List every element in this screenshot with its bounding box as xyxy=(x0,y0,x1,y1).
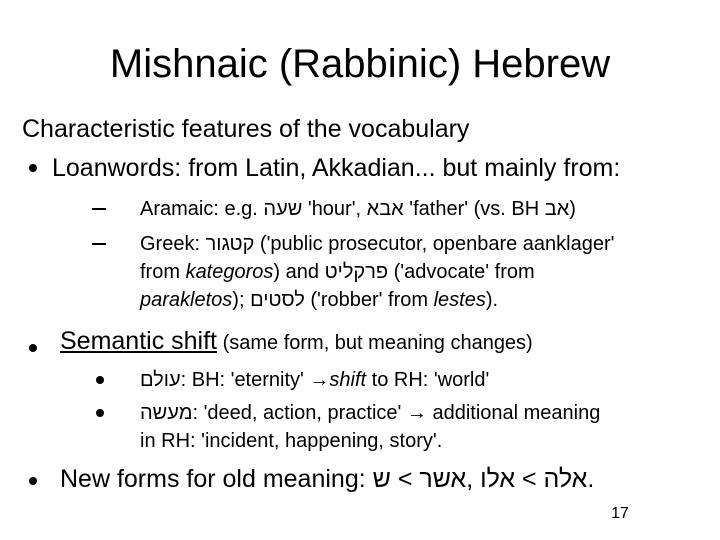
semantic-shift-label: Semantic shift xyxy=(60,327,218,355)
bullet-dot xyxy=(29,164,37,172)
greek-line-1 xyxy=(140,230,614,258)
aramaic-gloss-hour: 'hour', xyxy=(302,198,367,220)
hebrew-word-prosecutor: קטגור xyxy=(205,233,255,255)
hebrew-word-asher: אשר xyxy=(419,465,467,493)
hebrew-word-olam: עולם xyxy=(140,369,181,391)
greek-text: ). xyxy=(485,289,499,311)
separator: < xyxy=(390,465,420,493)
greek-gloss-prosecutor: ('public prosecutor, openbare aanklager' xyxy=(254,233,615,255)
loanwords-label: Loanwords: from Latin, Akkadian... but mainly from: xyxy=(52,154,621,182)
separator: . xyxy=(587,465,595,493)
aramaic-gloss-father: 'father' (vs. BH xyxy=(403,198,545,220)
greek-line-3 xyxy=(140,286,498,314)
semantic-item-olam xyxy=(140,366,489,394)
bullet-dot xyxy=(29,477,37,485)
semantic-shift-note: (same form, but meaning changes) xyxy=(217,332,533,354)
bullet-dot xyxy=(96,376,104,384)
semantic-text: : 'deed, action, practice' → additional meaning xyxy=(192,402,601,424)
hebrew-word-hour: שעה xyxy=(263,198,303,220)
greek-prefix: Greek: xyxy=(140,233,206,255)
hebrew-word-advocate: פרקליט xyxy=(324,261,389,283)
greek-text: ) and xyxy=(273,261,325,283)
hebrew-word-bh-father: אב xyxy=(544,198,570,220)
hebrew-word-father: אבא xyxy=(366,198,404,220)
greek-source-parakletos: parakletos xyxy=(140,289,233,311)
aramaic-suffix: ) xyxy=(569,198,576,220)
separator: , xyxy=(466,465,481,493)
greek-text: ); xyxy=(232,289,251,311)
semantic-text: : BH: 'eternity' xyxy=(180,369,310,391)
page-number: 17 xyxy=(611,505,629,522)
greek-text: from xyxy=(140,261,186,283)
bullet-dash xyxy=(92,243,106,245)
slide-title: Mishnaic (Rabbinic) Hebrew xyxy=(109,42,611,86)
semantic-text: to RH: 'world' xyxy=(366,369,490,391)
greek-source-lestes: lestes xyxy=(433,289,486,311)
greek-text: ('robber' from xyxy=(304,289,434,311)
greek-text: ('advocate' from xyxy=(388,261,535,283)
greek-source-kategoros: kategoros xyxy=(185,261,274,283)
semantic-shift-line xyxy=(60,326,533,360)
hebrew-word-robber: לסטים xyxy=(250,289,305,311)
shift-arrow-text: →shift xyxy=(309,369,367,391)
new-forms-line xyxy=(60,464,594,494)
new-forms-label: New forms for old meaning: xyxy=(60,465,373,493)
bullet-dot xyxy=(29,344,37,352)
hebrew-word-she: ש xyxy=(372,465,391,493)
hebrew-word-maase: מעשה xyxy=(140,402,193,424)
hebrew-word-elu: אלו xyxy=(480,465,516,493)
aramaic-prefix: Aramaic: e.g. xyxy=(140,198,264,220)
semantic-item-maase xyxy=(140,399,600,427)
hebrew-word-ele: אלה xyxy=(543,465,588,493)
section-heading: Characteristic features of the vocabulary xyxy=(22,115,470,143)
separator: < xyxy=(515,465,544,493)
aramaic-line xyxy=(140,195,576,223)
bullet-dash xyxy=(92,208,106,210)
bullet-dot xyxy=(96,409,104,417)
greek-line-2 xyxy=(140,258,535,286)
semantic-item-maase-line2: in RH: 'incident, happening, story'. xyxy=(140,430,443,452)
